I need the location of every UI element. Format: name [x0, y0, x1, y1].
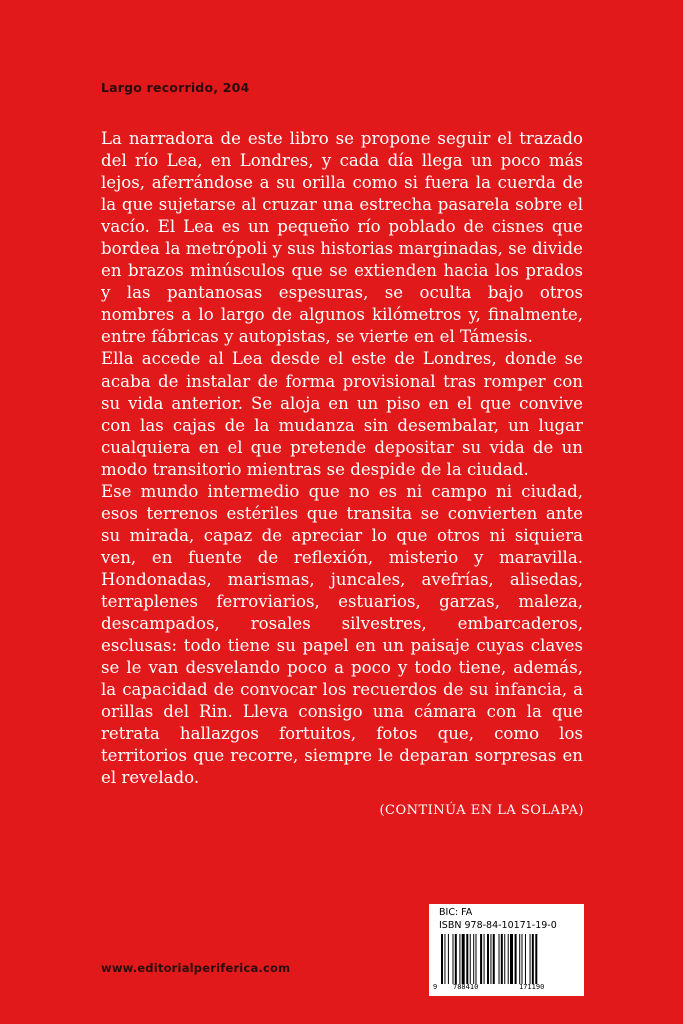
barcode-bar [462, 934, 465, 984]
barcode-bar [522, 934, 523, 984]
barcode-bar [455, 934, 457, 984]
blurb-paragraph-2: Ella accede al Lea desde el este de Londres, donde se acaba de instalar de forma provisional tras romper con su vida anterior. Se aloja en un piso en el que convive con las cajas de la mudanza sin desembalar, un lugar cualquiera en el que pretende depositar su vida de un modo transitorio mientras se despide de la ciudad. [101, 349, 583, 479]
series-label: Largo recorrido, 204 [101, 80, 250, 95]
continuation-note: (CONTINÚA EN LA SOLAPA) [379, 803, 584, 818]
barcode-bar [504, 934, 505, 984]
blurb-text [101, 128, 583, 789]
bic-code: BIC: FA [439, 907, 473, 918]
barcode-bar [444, 934, 445, 984]
barcode-bar [473, 934, 474, 984]
barcode-bar [470, 934, 471, 984]
barcode-bar [530, 934, 531, 984]
barcode-bar [453, 934, 454, 984]
barcode-bar [484, 934, 485, 984]
barcode-bar [441, 934, 443, 984]
barcode-digits-left: 788410 [453, 983, 479, 991]
barcode-bar [510, 934, 513, 984]
publisher-website: www.editorialperiferica.com [101, 961, 291, 975]
barcode-bar [490, 934, 491, 984]
barcode-bar [487, 934, 489, 984]
barcode-bar [499, 934, 500, 984]
barcode-bar [480, 934, 482, 984]
blurb-paragraph-3: Ese mundo intermedio que no es ni campo ni ciudad, esos terrenos estériles que transita se convierten ante su mirada, capaz de apreciar lo que otros ni siquiera ven, en fuente de reflexión, misterio y maravilla. Hondonadas, marismas, juncales, avefrías, alisedas, terraplenes ferroviarios, estuarios, garzas, maleza, descampados, rosales silvestres, embarcaderos, esclusas: todo tiene su papel en un paisaje cuyas claves se le van desvelando poco a poco y todo tiene, además, la capacidad de convocar los recuerdos de su infancia, a orillas del Rin. Lleva consigo una cámara con la que retrata hallazgos fortuitos, fotos que, como los territorios que recorre, siempre le deparan sorpresas en el revelado. [101, 481, 583, 788]
barcode-bar [466, 934, 468, 984]
barcode-bar [525, 934, 526, 984]
barcode-bar [532, 934, 534, 984]
barcode-bar [519, 934, 520, 984]
barcode-bar [515, 934, 517, 984]
isbn-number: ISBN 978-84-10171-19-0 [439, 920, 557, 931]
barcode-bar [459, 934, 460, 984]
barcode-digits-right: 171190 [519, 983, 545, 991]
barcode-bar [448, 934, 449, 984]
barcode-bar [535, 934, 537, 984]
barcode-digit-lead: 9 [433, 983, 438, 991]
barcode-panel [429, 904, 584, 996]
barcode-graphic [439, 934, 577, 984]
barcode-bar [508, 934, 509, 984]
barcode-bar [476, 934, 477, 984]
barcode-bar [501, 934, 503, 984]
barcode-bar [493, 934, 495, 984]
blurb-paragraph-1: La narradora de este libro se propone seguir el trazado del río Lea, en Londres, y cada día llega un poco más lejos, aferrándose a su orilla como si fuera la cuerda de la que sujetarse al cruzar una estrecha pasarela sobre el vacío. El Lea es un pequeño río poblado de cisnes que bordea la metrópoli y sus historias marginadas, se divide en brazos minúsculos que se extienden hacia los prados y las pantanosas espesuras, se oculta bajo otros nombres a lo largo de algunos kilómetros y, finalmente, entre fábricas y autopistas, se vierte en el Támesis. [101, 129, 583, 347]
